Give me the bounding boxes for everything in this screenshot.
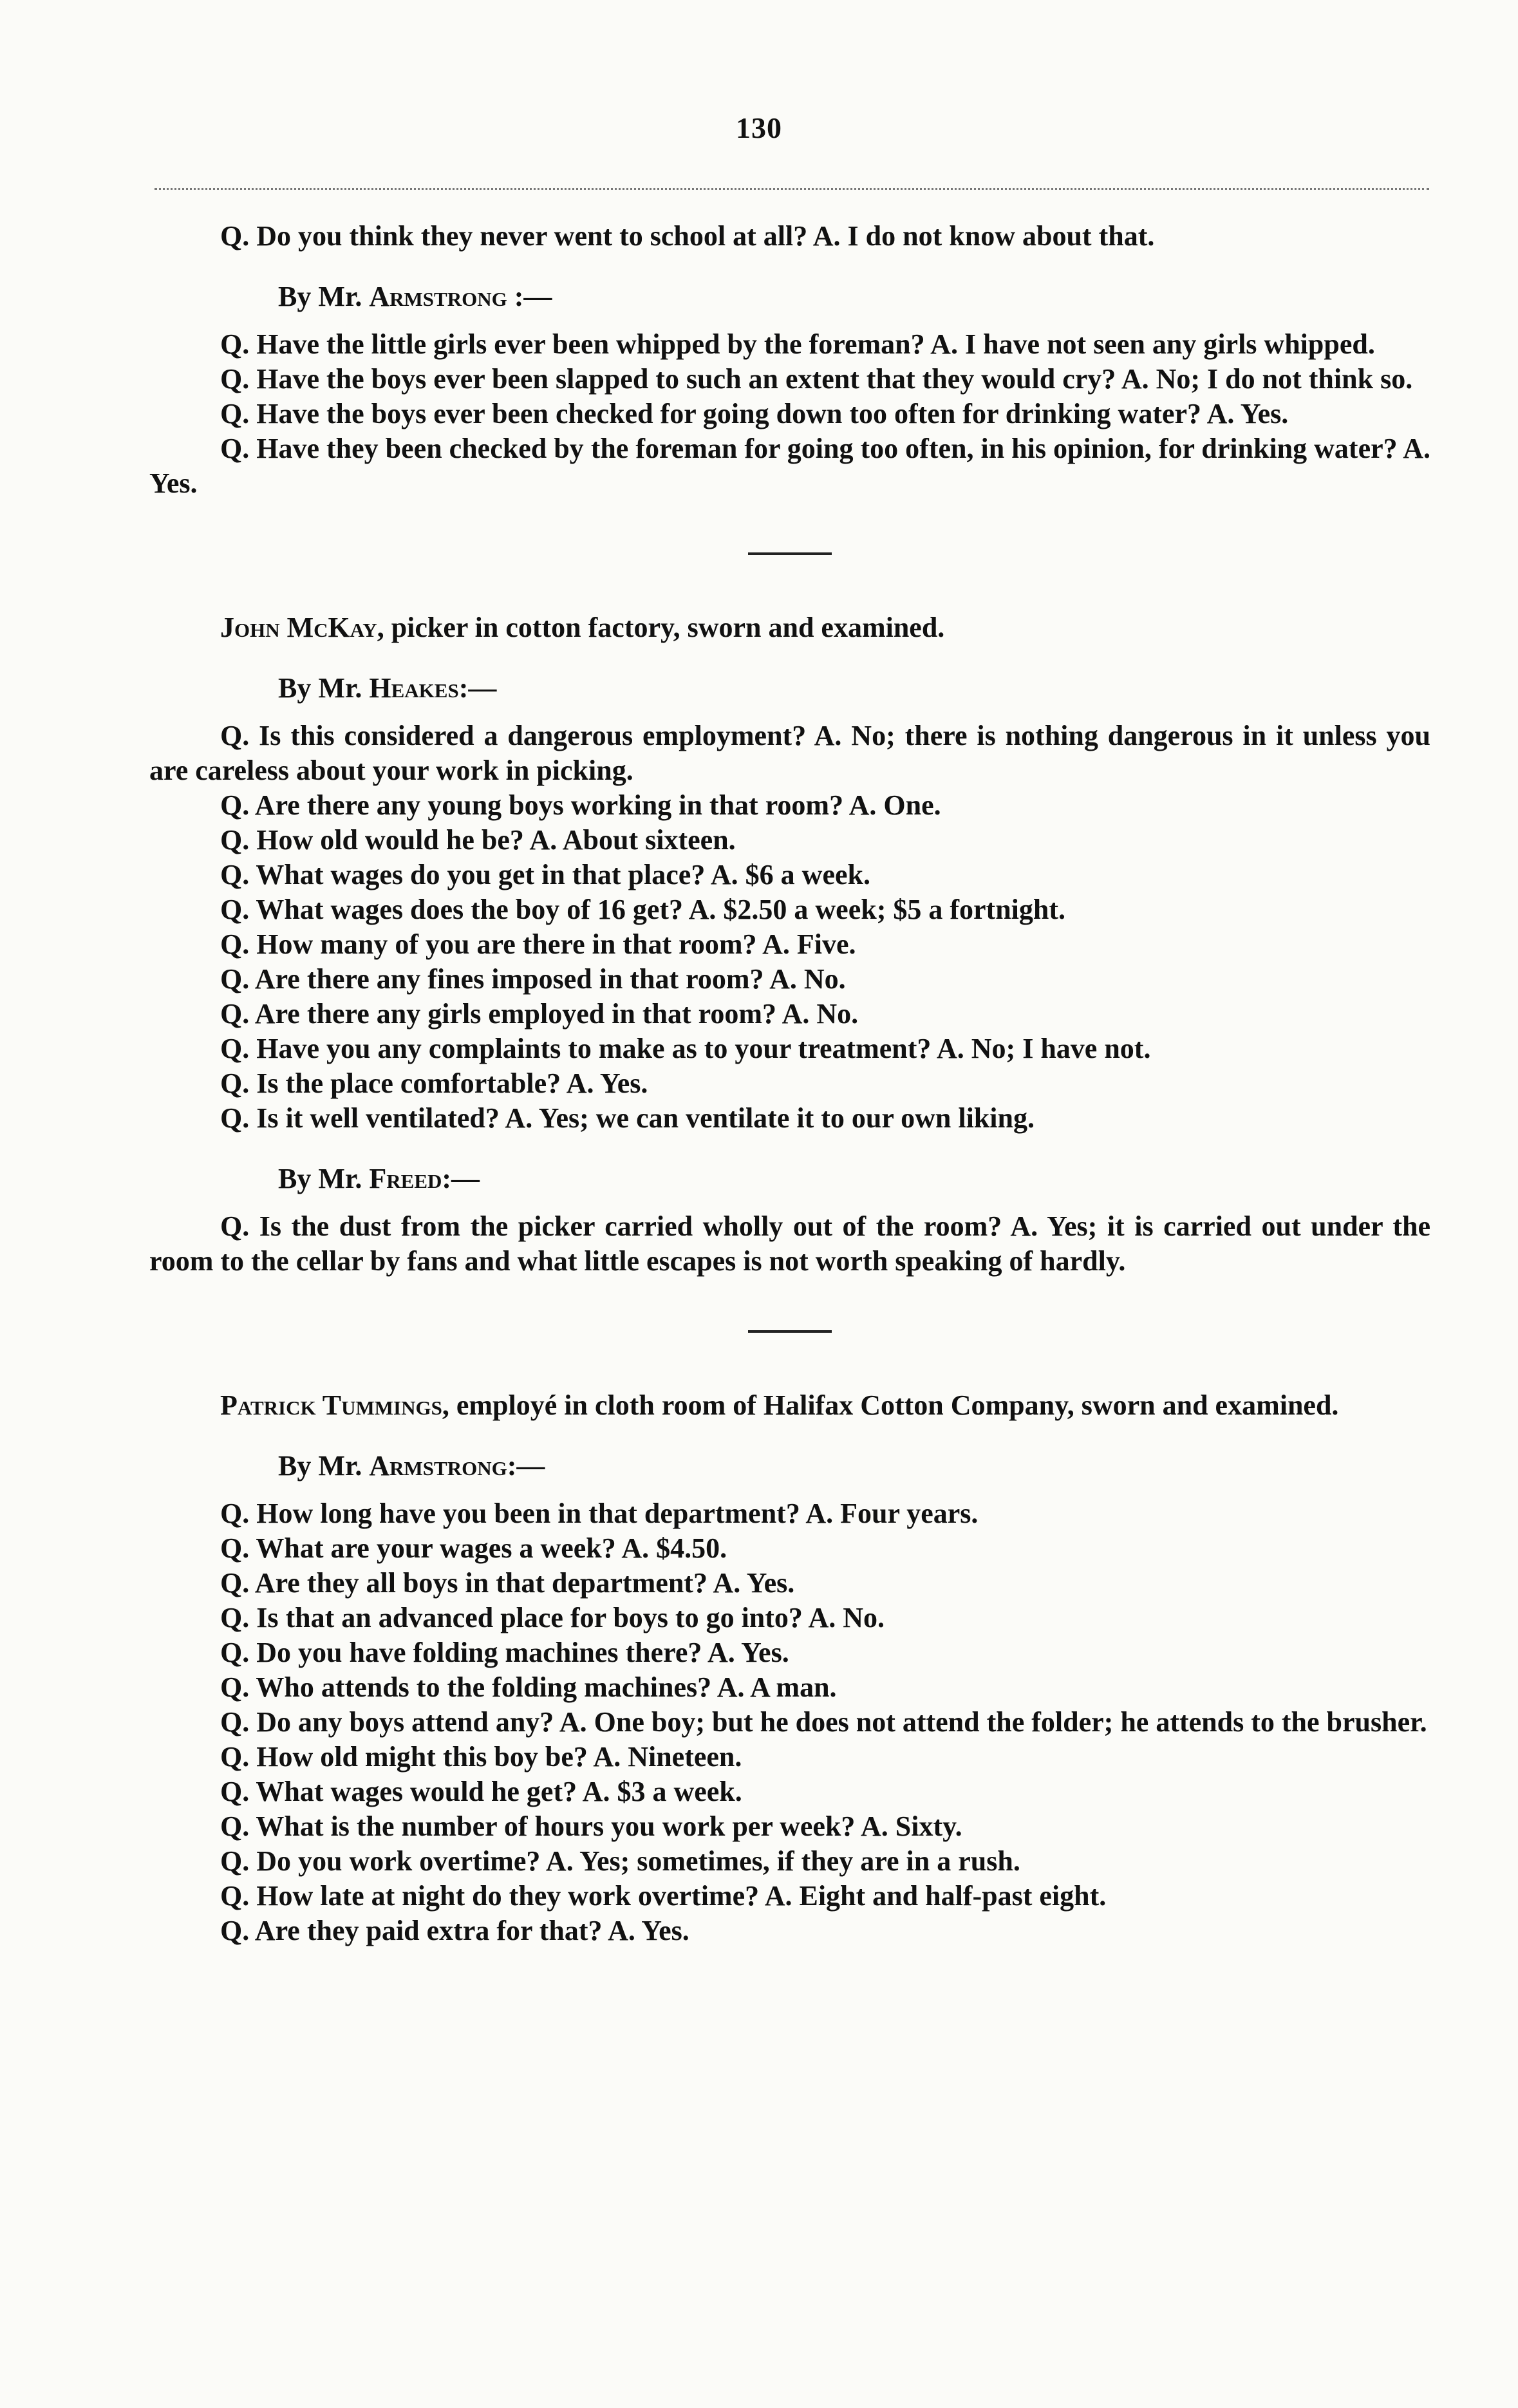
byline-prefix: By Mr. xyxy=(278,1163,370,1194)
witness-description: , picker in cotton factory, sworn and examined. xyxy=(377,612,945,643)
section-separator xyxy=(748,552,832,555)
byline-suffix: :— xyxy=(458,672,497,704)
qa-paragraph: Q. Is this considered a dangerous employment? A. No; there is nothing dangerous in it unless you are careless about your work in picking. xyxy=(149,720,1430,786)
qa-paragraph: Q. How late at night do they work overtime? A. Eight and half-past eight. xyxy=(220,1880,1107,1912)
byline-prefix: By Mr. xyxy=(278,672,370,704)
qa-paragraph: Q. Do you have folding machines there? A. Yes. xyxy=(220,1637,789,1668)
examiner-name: Freed xyxy=(369,1163,442,1194)
witness-name: Patrick Tummings xyxy=(220,1389,442,1421)
section-patrick-tummings xyxy=(149,1388,1430,1948)
byline-suffix: :— xyxy=(442,1163,480,1194)
byline-suffix: :— xyxy=(507,1450,545,1481)
qa-paragraph: Q. How many of you are there in that room? A. Five. xyxy=(220,928,856,960)
witness-description: , employé in cloth room of Halifax Cotton Company, sworn and examined. xyxy=(442,1389,1339,1421)
header-rule xyxy=(155,188,1429,190)
qa-paragraph: Q. Is the place comfortable? A. Yes. xyxy=(220,1068,648,1099)
qa-paragraph: Q. What is the number of hours you work per week? A. Sixty. xyxy=(220,1811,962,1842)
examiner-name: Armstrong xyxy=(369,281,507,312)
qa-paragraph: Q. Is it well ventilated? A. Yes; we can ventilate it to our own liking. xyxy=(220,1102,1035,1134)
qa-paragraph: Q. Are they all boys in that department? A. Yes. xyxy=(220,1567,795,1599)
examiner-byline xyxy=(149,1162,1430,1196)
qa-paragraph: Q. Are there any girls employed in that room? A. No. xyxy=(220,998,859,1030)
qa-paragraph: Q. Are there any fines imposed in that room? A. No. xyxy=(220,963,846,995)
witness-name: John McKay xyxy=(220,612,377,643)
qa-paragraph: Q. Do any boys attend any? A. One boy; but he does not attend the folder; he attends to the brusher. xyxy=(220,1706,1427,1738)
qa-paragraph: Q. What are your wages a week? A. $4.50. xyxy=(220,1532,727,1564)
qa-paragraph: Q. What wages does the boy of 16 get? A. $2.50 a week; $5 a fortnight. xyxy=(220,894,1066,925)
qa-paragraph: Q. Do you think they never went to school at all? A. I do not know about that. xyxy=(220,220,1155,252)
qa-paragraph: Q. What wages do you get in that place? A. $6 a week. xyxy=(220,859,870,890)
examiner-byline xyxy=(149,671,1430,706)
witness-heading xyxy=(149,610,1430,645)
qa-paragraph: Q. How old would he be? A. About sixteen. xyxy=(220,824,736,856)
examiner-name: Armstrong xyxy=(369,1450,507,1481)
qa-paragraph: Q. Is that an advanced place for boys to go into? A. No. xyxy=(220,1602,885,1633)
section-john-mckay xyxy=(149,610,1430,1279)
byline-prefix: By Mr. xyxy=(278,1450,370,1481)
qa-paragraph: Q. How long have you been in that department? A. Four years. xyxy=(220,1498,979,1529)
qa-paragraph: Q. Have the boys ever been slapped to such an extent that they would cry? A. No; I do not think so. xyxy=(220,363,1413,395)
page-number: 130 xyxy=(736,111,782,144)
qa-paragraph: Q. Have you any complaints to make as to your treatment? A. No; I have not. xyxy=(220,1033,1151,1064)
qa-paragraph: Q. Have the boys ever been checked for going down too often for drinking water? A. Yes. xyxy=(220,398,1289,429)
examiner-name: Heakes xyxy=(369,672,459,704)
qa-paragraph: Q. How old might this boy be? A. Nineteen. xyxy=(220,1741,742,1773)
examiner-byline xyxy=(149,279,1430,314)
byline-suffix: :— xyxy=(507,281,552,312)
qa-paragraph: Q. Have the little girls ever been whipped by the foreman? A. I have not seen any girls whipped. xyxy=(220,328,1375,360)
section-separator xyxy=(748,1330,832,1333)
qa-paragraph: Q. Is the dust from the picker carried wholly out of the room? A. Yes; it is carried out under the room to the cellar by fans and what little escapes is not worth speaking of hardly. xyxy=(149,1210,1430,1277)
section-armstrong-continued xyxy=(149,219,1430,501)
examiner-byline xyxy=(149,1449,1430,1483)
qa-paragraph: Q. Do you work overtime? A. Yes; sometimes, if they are in a rush. xyxy=(220,1845,1020,1877)
qa-paragraph: Q. Have they been checked by the foreman for going too often, in his opinion, for drinking water? A. Yes. xyxy=(149,433,1430,499)
qa-paragraph: Q. Are there any young boys working in that room? A. One. xyxy=(220,789,941,821)
qa-paragraph: Q. What wages would he get? A. $3 a week. xyxy=(220,1776,742,1807)
page-body xyxy=(149,219,1430,1948)
witness-heading xyxy=(149,1388,1430,1423)
byline-prefix: By Mr. xyxy=(278,281,370,312)
qa-paragraph: Q. Are they paid extra for that? A. Yes. xyxy=(220,1915,689,1946)
qa-paragraph: Q. Who attends to the folding machines? A. A man. xyxy=(220,1671,837,1703)
